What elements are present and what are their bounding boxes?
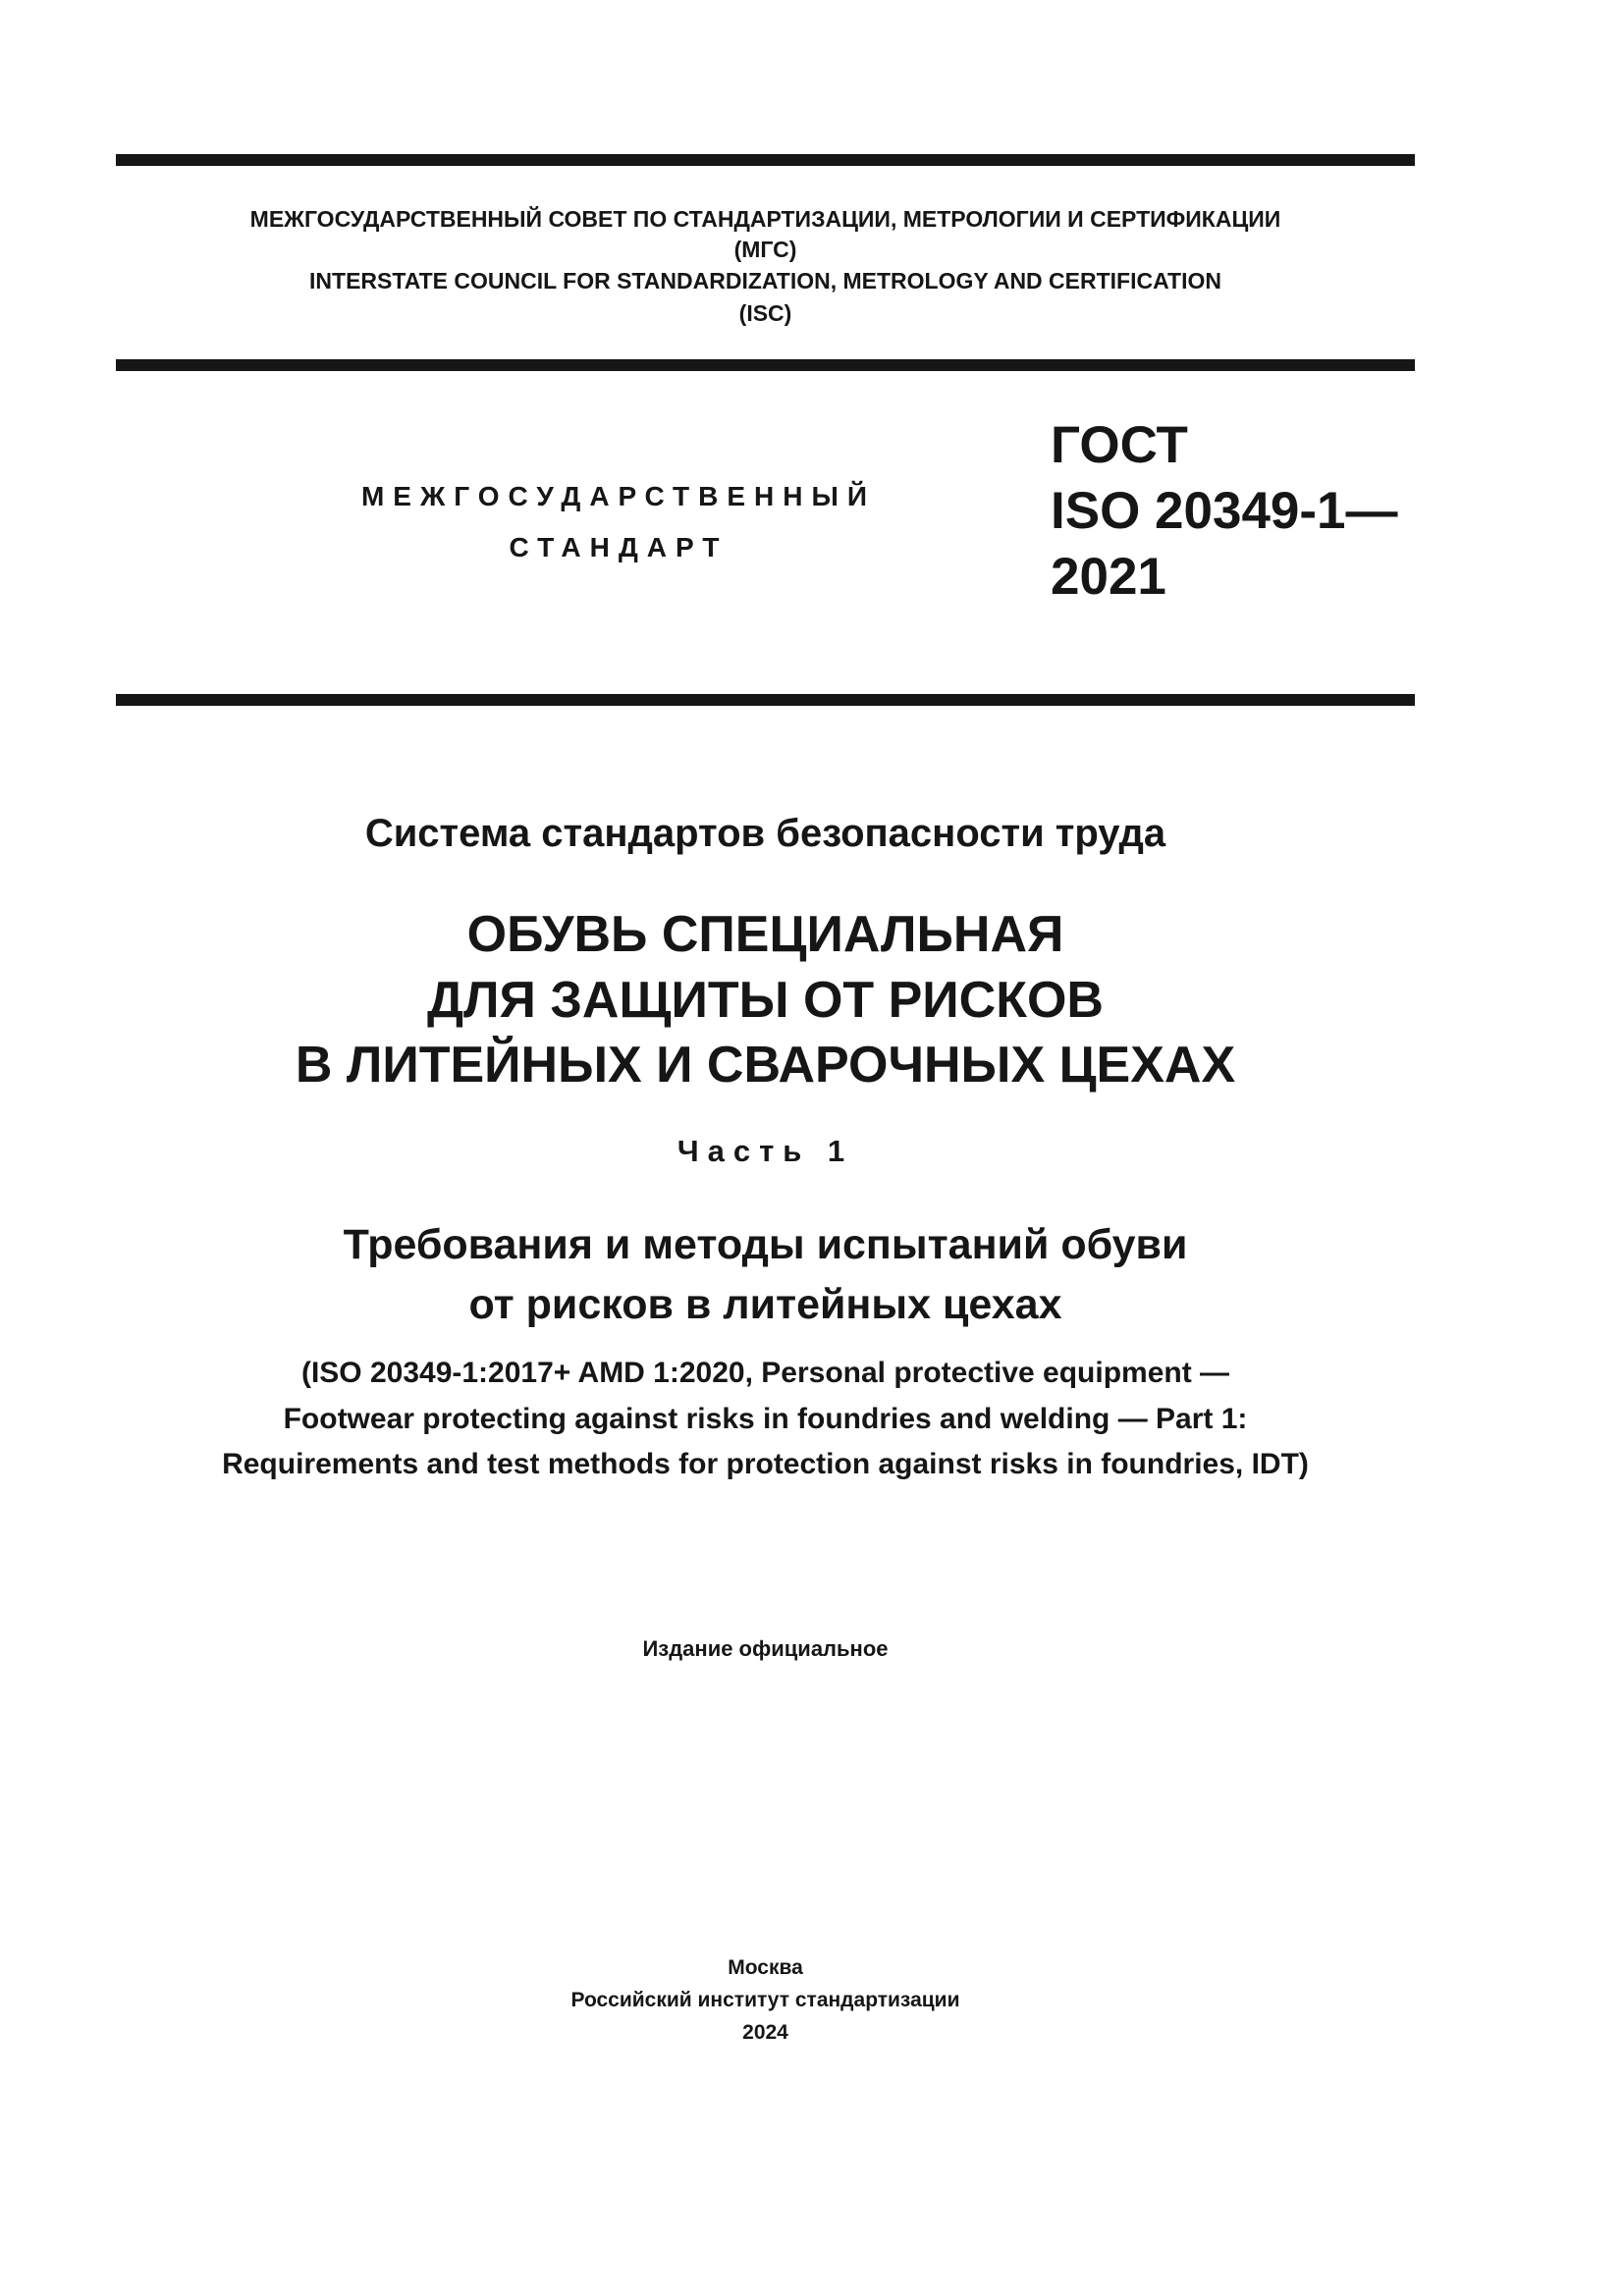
imprint-year: 2024 bbox=[742, 2021, 788, 2044]
imprint bbox=[116, 1951, 1415, 2049]
iso-reference-line: Requirements and test methods for protection against risks in foundries, IDT) bbox=[222, 1448, 1309, 1480]
standard-type-line: СТАНДАРТ bbox=[509, 532, 729, 562]
designation-line: ISO 20349-1— bbox=[1051, 482, 1398, 540]
header-rule bbox=[116, 359, 1415, 371]
iso-reference-line: (ISO 20349-1:2017+ AMD 1:2020, Personal protective equipment — bbox=[300, 1357, 1230, 1389]
standard-designation bbox=[1051, 412, 1398, 610]
top-rule bbox=[116, 154, 1415, 166]
subtitle-line: Требования и методы испытаний обуви bbox=[343, 1221, 1188, 1268]
series-title: Система стандартов безопасности труда bbox=[364, 812, 1166, 855]
edition-note: Издание официальное bbox=[642, 1636, 889, 1661]
part-number: Часть 1 bbox=[677, 1134, 854, 1168]
imprint-publisher: Российский институт стандартизации bbox=[570, 1989, 960, 2011]
iso-reference bbox=[116, 1351, 1415, 1488]
part-subtitle bbox=[116, 1215, 1415, 1335]
designation-line: ГОСТ bbox=[1051, 416, 1188, 474]
title-line: В ЛИТЕЙНЫХ И СВАРОЧНЫХ ЦЕХАХ bbox=[295, 1037, 1236, 1094]
title-line: ОБУВЬ СПЕЦИАЛЬНАЯ bbox=[466, 906, 1064, 963]
council-abbr-ru: (МГС) bbox=[733, 237, 797, 262]
standard-type-line: МЕЖГОСУДАРСТВЕННЫЙ bbox=[360, 481, 877, 511]
standard-type bbox=[295, 471, 943, 573]
council-name-en: INTERSTATE COUNCIL FOR STANDARDIZATION, METROLOGY AND CERTIFICATION bbox=[309, 268, 1221, 294]
council-abbr-en: (ISC) bbox=[738, 300, 792, 326]
council-name-ru: МЕЖГОСУДАРСТВЕННЫЙ СОВЕТ ПО СТАНДАРТИЗАЦИИ, МЕТРОЛОГИИ И СЕРТИФИКАЦИИ bbox=[249, 206, 1281, 232]
section-rule bbox=[116, 694, 1415, 706]
subtitle-line: от рисков в литейных цехах bbox=[468, 1281, 1062, 1328]
title-line: ДЛЯ ЗАЩИТЫ ОТ РИСКОВ bbox=[427, 971, 1104, 1029]
iso-reference-line: Footwear protecting against risks in foundries and welding — Part 1: bbox=[283, 1402, 1248, 1435]
document-title bbox=[116, 902, 1415, 1098]
imprint-city: Москва bbox=[728, 1956, 803, 1979]
designation-line: 2021 bbox=[1051, 548, 1166, 606]
